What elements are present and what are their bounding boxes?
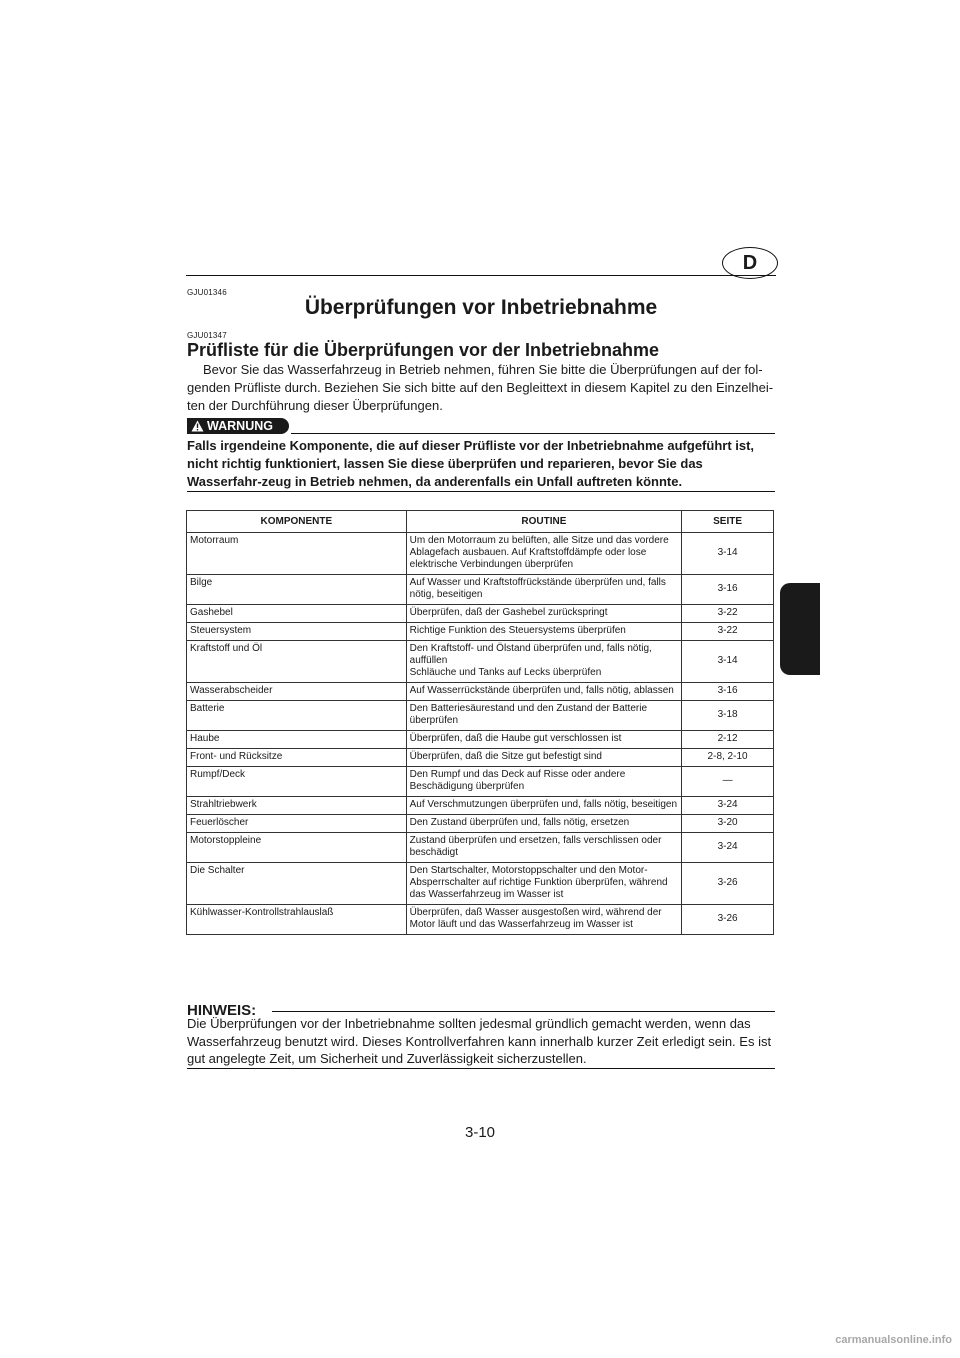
cell-component: Strahltriebwerk [187, 797, 407, 815]
cell-page: 3-14 [682, 641, 774, 683]
warning-triangle-icon [191, 420, 204, 432]
header-routine: ROUTINE [406, 511, 682, 533]
note-label: HINWEIS: [187, 1002, 257, 1019]
cell-page: 3-14 [682, 533, 774, 575]
table-row [187, 731, 774, 749]
cell-component: Steuersystem [187, 623, 407, 641]
header-page: SEITE [682, 511, 774, 533]
note-bottom-rule [187, 1068, 775, 1069]
note-text: Die Überprüfungen vor der Inbetriebnahme sollten jedesmal gründlich gemacht werden, wenn das Wasserfahrzeug benutzt wird. Dieses Kontrollverfahren kann innerhalb kurzer Zeit erledigt sein. Es ist gut angelegte Zeit, um Sicherheit und Zuverlässigkeit sicherzustellen. [187, 1016, 772, 1066]
watermark: carmanualsonline.info [835, 1334, 952, 1346]
cell-page: — [682, 767, 774, 797]
checklist-table [186, 510, 774, 935]
cell-component: Bilge [187, 575, 407, 605]
cell-page: 2-8, 2-10 [682, 749, 774, 767]
table-row [187, 863, 774, 905]
cell-page: 3-26 [682, 905, 774, 935]
chapter-thumb-tab [780, 583, 820, 675]
table-header-row [187, 511, 774, 533]
cell-component: Motorstoppleine [187, 833, 407, 863]
cell-routine: Den Batteriesäurestand und den Zustand der Batterie überprüfen [406, 701, 682, 731]
cell-routine: Zustand überprüfen und ersetzen, falls verschlissen oder beschädigt [406, 833, 682, 863]
table-row [187, 605, 774, 623]
cell-routine: Überprüfen, daß der Gashebel zurückspringt [406, 605, 682, 623]
cell-page: 3-24 [682, 797, 774, 815]
cell-page: 3-18 [682, 701, 774, 731]
cell-routine: Auf Wasserrückstände überprüfen und, falls nötig, ablassen [406, 683, 682, 701]
table-row [187, 833, 774, 863]
table-row [187, 797, 774, 815]
cell-routine: Richtige Funktion des Steuersystems überprüfen [406, 623, 682, 641]
cell-component: Gashebel [187, 605, 407, 623]
header-rule [186, 275, 776, 276]
language-badge: D [722, 247, 778, 279]
table-row [187, 641, 774, 683]
cell-routine: Um den Motorraum zu belüften, alle Sitze und das vordere Ablagefach ausbauen. Auf Kraftstoffdämpfe oder lose elektrische Verbindungen überprüfen [406, 533, 682, 575]
cell-page: 3-24 [682, 833, 774, 863]
cell-component: Motorraum [187, 533, 407, 575]
warning-badge [187, 418, 289, 434]
warning-text: Falls irgendeine Komponente, die auf dieser Prüfliste vor der Inbetriebnahme aufgeführt ist, nicht richtig funktioniert, lassen Sie diese überprüfen und reparieren, bevor Sie das Wasserfahr-zeug in Betrieb nehmen, da anderenfalls ein Unfall auftreten könnte. [187, 438, 755, 489]
cell-routine: Auf Wasser und Kraftstoffrückstände überprüfen und, falls nötig, beseitigen [406, 575, 682, 605]
table-row [187, 623, 774, 641]
table-row [187, 767, 774, 797]
cell-page: 3-20 [682, 815, 774, 833]
cell-component: Kraftstoff und Öl [187, 641, 407, 683]
cell-component: Wasserabscheider [187, 683, 407, 701]
table-row [187, 749, 774, 767]
cell-routine: Überprüfen, daß die Haube gut verschlossen ist [406, 731, 682, 749]
subsection-code: GJU01347 [187, 331, 227, 340]
table-row [187, 815, 774, 833]
page-title: Überprüfungen vor Inbetriebnahme [304, 296, 658, 319]
cell-page: 3-16 [682, 575, 774, 605]
cell-component: Front- und Rücksitze [187, 749, 407, 767]
note-rule [272, 1011, 775, 1012]
table-row [187, 533, 774, 575]
cell-page: 2-12 [682, 731, 774, 749]
cell-routine: Den Rumpf und das Deck auf Risse oder andere Beschädigung überprüfen [406, 767, 682, 797]
table-row [187, 701, 774, 731]
header-component: KOMPONENTE [187, 511, 407, 533]
cell-routine: Auf Verschmutzungen überprüfen und, falls nötig, beseitigen [406, 797, 682, 815]
cell-page: 3-26 [682, 863, 774, 905]
cell-component: Feuerlöscher [187, 815, 407, 833]
cell-component: Haube [187, 731, 407, 749]
cell-component: Rumpf/Deck [187, 767, 407, 797]
warning-rule [291, 433, 775, 434]
page-number: 3-10 [464, 1124, 496, 1141]
warning-label: WARNUNG [207, 419, 273, 433]
intro-paragraph: Bevor Sie das Wasserfahrzeug in Betrieb nehmen, führen Sie bitte die Überprüfungen auf der fol-genden Prüfliste durch. Beziehen Sie sich bitte auf den Begleittext in diesem Kapitel zu den Einzelhei-ten der Durchführung dieser Überprüfungen. [187, 362, 774, 413]
section-heading: Prüfliste für die Überprüfungen vor der Inbetriebnahme [187, 340, 660, 360]
cell-routine: Den Zustand überprüfen und, falls nötig, ersetzen [406, 815, 682, 833]
cell-routine: Überprüfen, daß die Sitze gut befestigt sind [406, 749, 682, 767]
cell-routine: Überprüfen, daß Wasser ausgestoßen wird, während der Motor läuft und das Wasserfahrzeug im Wasser ist [406, 905, 682, 935]
warning-bottom-rule [187, 491, 775, 492]
table-row [187, 905, 774, 935]
cell-component: Batterie [187, 701, 407, 731]
cell-page: 3-22 [682, 605, 774, 623]
cell-routine: Den Kraftstoff- und Ölstand überprüfen und, falls nötig, auffüllen Schläuche und Tanks auf Lecks überprüfen [406, 641, 682, 683]
cell-routine: Den Startschalter, Motorstoppschalter und den Motor-Absperrschalter auf richtige Funktion überprüfen, während das Wasserfahrzeug im Wasser ist [406, 863, 682, 905]
cell-page: 3-22 [682, 623, 774, 641]
table-row [187, 575, 774, 605]
cell-component: Kühlwasser-Kontrollstrahlauslaß [187, 905, 407, 935]
cell-page: 3-16 [682, 683, 774, 701]
table-row [187, 683, 774, 701]
cell-component: Die Schalter [187, 863, 407, 905]
section-code: GJU01346 [187, 288, 227, 297]
